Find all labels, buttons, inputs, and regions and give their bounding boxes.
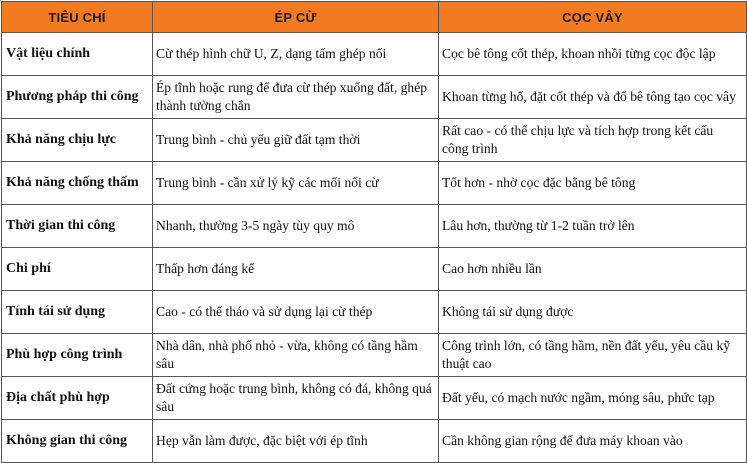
criterion-cell: Địa chất phù hợp	[2, 377, 153, 420]
secant-pile-cell: Cọc bê tông cốt thép, khoan nhồi từng cọc độc lập	[439, 33, 747, 76]
header-sheet-pile: ÉP CỪ	[153, 2, 439, 33]
sheet-pile-cell: Nhanh, thường 3-5 ngày tùy quy mô	[153, 205, 439, 248]
criterion-cell: Khả năng chịu lực	[2, 119, 153, 162]
table-row	[2, 205, 747, 248]
table-row	[2, 33, 747, 76]
secant-pile-cell: Rất cao - có thể chịu lực và tích hợp trong kết cấu công trình	[439, 119, 747, 162]
sheet-pile-cell: Cừ thép hình chữ U, Z, dạng tấm ghép nối	[153, 33, 439, 76]
criterion-cell: Phù hợp công trình	[2, 334, 153, 377]
table-row	[2, 291, 747, 334]
table-row	[2, 162, 747, 205]
header-secant-pile: CỌC VÂY	[439, 2, 747, 33]
header-row	[2, 2, 747, 33]
table-row	[2, 377, 747, 420]
sheet-pile-cell: Thấp hơn đáng kể	[153, 248, 439, 291]
criterion-cell: Khả năng chống thấm	[2, 162, 153, 205]
secant-pile-cell: Khoan từng hố, đặt cốt thép và đổ bê tông tạo cọc vây	[439, 76, 747, 119]
table-row	[2, 334, 747, 377]
table-row	[2, 248, 747, 291]
secant-pile-cell: Công trình lớn, có tầng hầm, nền đất yếu, yêu cầu kỹ thuật cao	[439, 334, 747, 377]
secant-pile-cell: Cần không gian rộng để đưa máy khoan vào	[439, 420, 747, 463]
criterion-cell: Tính tái sử dụng	[2, 291, 153, 334]
sheet-pile-cell: Đất cứng hoặc trung bình, không có đá, không quá sâu	[153, 377, 439, 420]
sheet-pile-cell: Trung bình - cần xử lý kỹ các mối nối cừ	[153, 162, 439, 205]
secant-pile-cell: Đất yếu, có mạch nước ngầm, móng sâu, phức tạp	[439, 377, 747, 420]
header-criteria: TIÊU CHÍ	[2, 2, 153, 33]
sheet-pile-cell: Trung bình - chủ yếu giữ đất tạm thời	[153, 119, 439, 162]
table-row	[2, 76, 747, 119]
sheet-pile-cell: Ép tĩnh hoặc rung để đưa cừ thép xuống đất, ghép thành tường chắn	[153, 76, 439, 119]
sheet-pile-cell: Hẹp vẫn làm được, đặc biệt với ép tĩnh	[153, 420, 439, 463]
criterion-cell: Không gian thi công	[2, 420, 153, 463]
table-row	[2, 420, 747, 463]
sheet-pile-cell: Cao - có thể tháo và sử dụng lại cừ thép	[153, 291, 439, 334]
secant-pile-cell: Lâu hơn, thường từ 1-2 tuần trở lên	[439, 205, 747, 248]
secant-pile-cell: Không tái sử dụng được	[439, 291, 747, 334]
criterion-cell: Chi phí	[2, 248, 153, 291]
criterion-cell: Thời gian thi công	[2, 205, 153, 248]
secant-pile-cell: Tốt hơn - nhờ cọc đặc bằng bê tông	[439, 162, 747, 205]
sheet-pile-cell: Nhà dân, nhà phố nhỏ - vừa, không có tầng hầm sâu	[153, 334, 439, 377]
criterion-cell: Phương pháp thi công	[2, 76, 153, 119]
criterion-cell: Vật liệu chính	[2, 33, 153, 76]
table-row	[2, 119, 747, 162]
secant-pile-cell: Cao hơn nhiều lần	[439, 248, 747, 291]
comparison-table	[1, 1, 747, 463]
